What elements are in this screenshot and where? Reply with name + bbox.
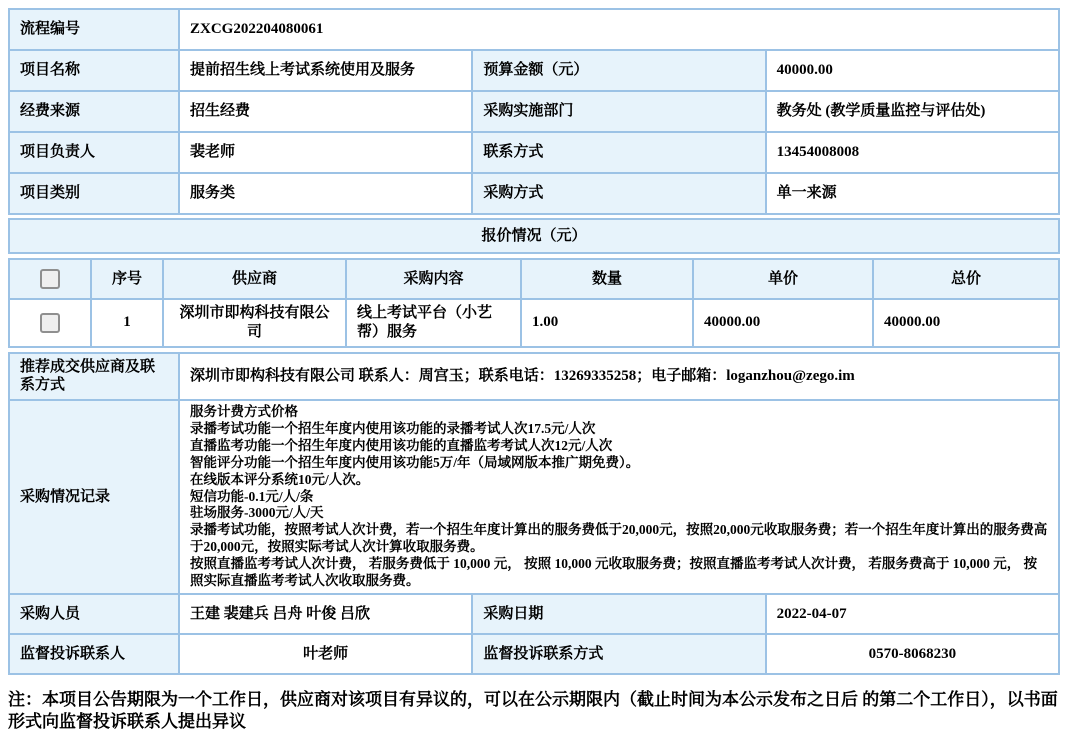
unit-price-column-header: 单价 — [693, 259, 873, 299]
table-row — [9, 634, 1059, 674]
budget-label: 预算金额（元） — [472, 50, 765, 91]
content-cell: 线上考试平台（小艺帮）服务 — [346, 299, 521, 347]
table-row — [9, 50, 1059, 91]
implementing-dept-label: 采购实施部门 — [472, 91, 765, 132]
record-line: 短信功能-0.1元/人/条 — [190, 488, 314, 504]
table-row — [9, 400, 1059, 594]
record-line: 按照直播监考考试人次计费， 若服务费低于 10,000 元， 按照 10,000 元收取服务费；按照直播监考考试人次计费， 若服务费高于 10,000 元， 按照实际直播监考考试人次收取服务费。 — [190, 556, 1038, 589]
record-line: 录播考试功能，按照考试人次计费，若一个招生年度计算出的服务费低于20,000元，按照20,000元收取服务费；若一个招生年度计算出的服务费高于20,000元，按照实际考试人次计算收取服务费。 — [190, 522, 1048, 555]
quote-table — [8, 258, 1060, 348]
table-row — [9, 9, 1059, 50]
select-all-checkbox[interactable] — [40, 269, 60, 289]
table-row — [9, 173, 1059, 214]
qty-column-header: 数量 — [521, 259, 693, 299]
process-number-value: ZXCG202204080061 — [179, 9, 1059, 50]
procurement-staff-label: 采购人员 — [9, 594, 179, 634]
qty-cell: 1.00 — [521, 299, 693, 347]
announcement-note: 注：本项目公告期限为一个工作日，供应商对该项目有异议的，可以在公示期限内（截止时间为本公示发布之日后 的第二个工作日），以书面形式向监督投诉联系人提出异议 — [8, 689, 1058, 731]
unit-price-cell: 40000.00 — [693, 299, 873, 347]
complaint-contact-value: 叶老师 — [179, 634, 472, 674]
total-price-cell: 40000.00 — [873, 299, 1059, 347]
procurement-record-value — [179, 400, 1059, 594]
contact-value: 13454008008 — [766, 132, 1059, 173]
supplier-cell: 深圳市即构科技有限公司 — [163, 299, 346, 347]
complaint-phone-label: 监督投诉联系方式 — [472, 634, 765, 674]
fund-source-value: 招生经费 — [179, 91, 472, 132]
budget-value: 40000.00 — [766, 50, 1059, 91]
project-leader-value: 裴老师 — [179, 132, 472, 173]
quote-section-title: 报价情况（元） — [8, 218, 1060, 254]
complaint-contact-label: 监督投诉联系人 — [9, 634, 179, 674]
process-number-label: 流程编号 — [9, 9, 179, 50]
recommended-supplier-label: 推荐成交供应商及联系方式 — [9, 353, 179, 401]
content-column-header: 采购内容 — [346, 259, 521, 299]
procurement-method-label: 采购方式 — [472, 173, 765, 214]
table-row — [9, 594, 1059, 634]
table-row — [9, 132, 1059, 173]
project-leader-label: 项目负责人 — [9, 132, 179, 173]
details-table — [8, 352, 1060, 675]
project-category-label: 项目类别 — [9, 173, 179, 214]
seq-column-header: 序号 — [91, 259, 163, 299]
row-select-cell — [9, 299, 91, 347]
recommended-supplier-value: 深圳市即构科技有限公司 联系人：周宫玉；联系电话：13269335258；电子邮箱：loganzhou@zego.im — [179, 353, 1059, 401]
project-name-value: 提前招生线上考试系统使用及服务 — [179, 50, 472, 91]
complaint-phone-value: 0570-8068230 — [766, 634, 1059, 674]
quote-data-row — [9, 299, 1059, 347]
contact-label: 联系方式 — [472, 132, 765, 173]
total-price-column-header: 总价 — [873, 259, 1059, 299]
procurement-date-label: 采购日期 — [472, 594, 765, 634]
record-line: 驻场服务-3000元/人/天 — [190, 505, 324, 521]
fund-source-label: 经费来源 — [9, 91, 179, 132]
procurement-staff-value: 王建 裴建兵 吕舟 叶俊 吕欣 — [179, 594, 472, 634]
implementing-dept-value: 教务处 (教学质量监控与评估处) — [766, 91, 1059, 132]
record-line: 直播监考功能一个招生年度内使用该功能的直播监考考试人次12元/人次 — [190, 437, 613, 453]
project-info-table — [8, 8, 1060, 215]
record-line: 服务计费方式价格 — [190, 404, 298, 419]
record-line: 录播考试功能一个招生年度内使用该功能的录播考试人次17.5元/人次 — [190, 420, 596, 436]
table-row — [9, 91, 1059, 132]
quote-header-row — [9, 259, 1059, 299]
procurement-date-value: 2022-04-07 — [766, 594, 1059, 634]
row-checkbox[interactable] — [40, 313, 60, 333]
supplier-column-header: 供应商 — [163, 259, 346, 299]
select-all-cell — [9, 259, 91, 299]
seq-cell: 1 — [91, 299, 163, 347]
procurement-record-label: 采购情况记录 — [9, 400, 179, 594]
table-row — [9, 353, 1059, 401]
record-line: 在线版本评分系统10元/人次。 — [190, 471, 370, 487]
project-name-label: 项目名称 — [9, 50, 179, 91]
record-line: 智能评分功能一个招生年度内使用该功能5万/年（局域网版本推广期免费）。 — [190, 454, 640, 470]
procurement-method-value: 单一来源 — [766, 173, 1059, 214]
project-category-value: 服务类 — [179, 173, 472, 214]
